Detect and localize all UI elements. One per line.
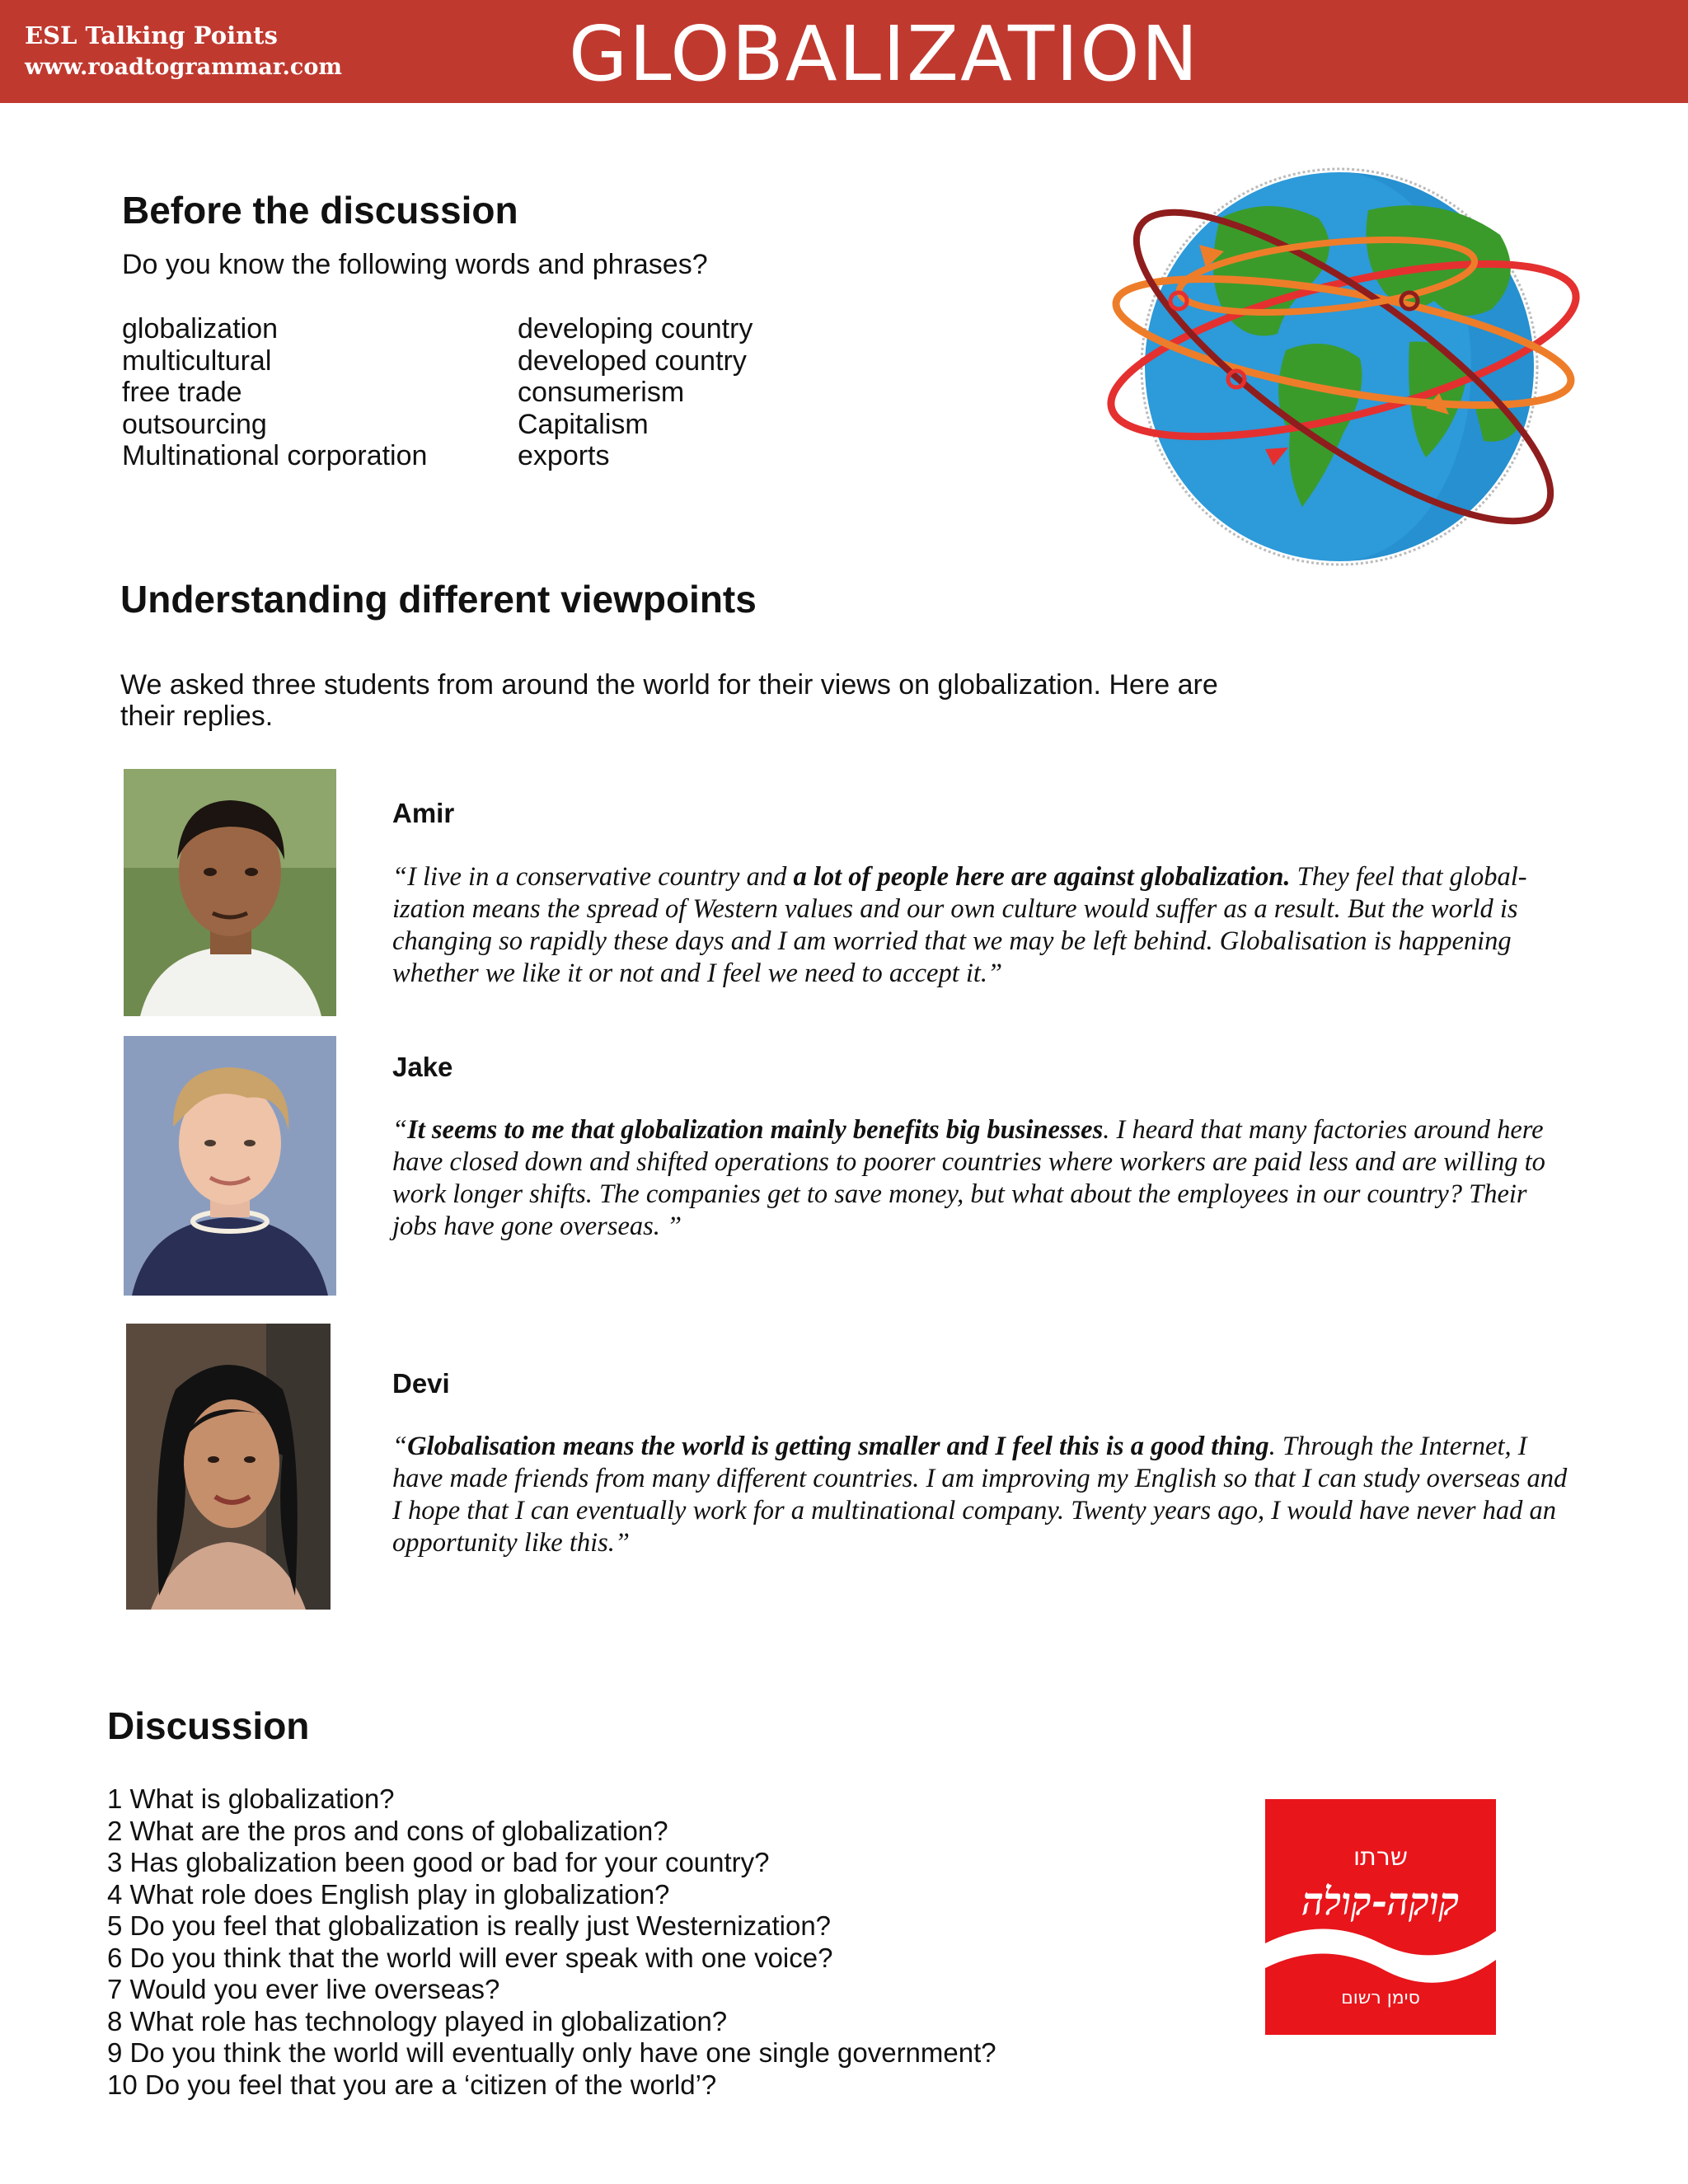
amir-name: Amir [392, 798, 455, 828]
question-item: 6 Do you think that the world will ever speak with one voice? [107, 1942, 833, 1973]
question-item: 10 Do you feel that you are a ‘citizen of the world’? [107, 2069, 717, 2100]
devi-name: Devi [392, 1368, 450, 1399]
question-item: 4 What role does English play in globalization? [107, 1878, 670, 1910]
question-list [107, 1783, 996, 2101]
svg-text:קוקה-קולה: קוקה-קולה [1301, 1879, 1460, 1924]
viewpoints-heading: Understanding different viewpoints [120, 578, 757, 621]
header-banner [0, 0, 1688, 103]
page-title: GLOBALIZATION [569, 10, 1200, 98]
devi-photo [126, 1324, 331, 1610]
question-item: 5 Do you feel that globalization is really just Westernization? [107, 1910, 832, 1941]
devi-portrait-icon [126, 1324, 331, 1610]
jake-quote: “It seems to me that globalization mainly benefits big businesses. I heard that many factories around here have closed down and shifted operations to poorer countries where workers are paid less and are willing to work longer shifts. The companies get to save money, but what about the employees in our country? Their jobs have gone overseas. ” [392, 1115, 1545, 1241]
before-heading: Before the discussion [122, 189, 518, 232]
jake-photo [124, 1036, 336, 1296]
globe-illustration [1080, 161, 1607, 573]
vocab-word: multicultural [122, 344, 272, 377]
svg-text:שרתו: שרתו [1353, 1843, 1409, 1872]
question-item: 1 What is globalization? [107, 1783, 395, 1814]
vocab-word: consumerism [518, 377, 685, 408]
amir-quote: “I live in a conservative country and a lot of people here are against globalization. They feel that global-ization means the spread of Western values and our own culture would suffer as a result. But the world is changing so rapidly these days and I am worried that we may be left behind. Globalisation is happening whether we like it or not and I feel we need to accept it.” [392, 862, 1527, 988]
vocab-word: outsourcing [122, 408, 267, 440]
discussion-heading: Discussion [107, 1704, 310, 1747]
vocab-prompt: Do you know the following words and phrases? [122, 249, 708, 280]
vocab-word: developing country [518, 313, 753, 344]
jake-name: Jake [392, 1052, 453, 1082]
question-item: 2 What are the pros and cons of globalization? [107, 1815, 668, 1846]
vocab-word: free trade [122, 377, 242, 408]
jake-portrait-icon [124, 1036, 336, 1296]
question-item: 9 Do you think the world will eventually only have one single government? [107, 2037, 996, 2068]
vocab-word: exports [518, 440, 610, 471]
vocab-list-right [518, 313, 753, 472]
viewpoints-intro: We asked three students from around the world for their views on globalization. Here are their replies. [120, 669, 1218, 732]
question-item: 8 What role has technology played in globalization? [107, 2005, 728, 2036]
amir-photo [124, 769, 336, 1016]
vocab-word: developed country [518, 344, 747, 377]
question-item: 3 Has globalization been good or bad for your country? [107, 1847, 770, 1877]
coca-cola-logo [1265, 1799, 1496, 2035]
devi-quote: “Globalisation means the world is getting smaller and I feel this is a good thing. Through the Internet, I have made friends from many different countries. I am improving my English so that I can study overseas and I hope that I can eventually work for a multinational company. Twenty years ago, I would have never had an opportunity like this.” [392, 1432, 1568, 1558]
svg-text:סימן רשום: סימן רשום [1341, 1988, 1420, 2008]
vocab-word: Capitalism [518, 408, 649, 440]
vocab-word: globalization [122, 313, 279, 344]
brand-name: ESL Talking Points [25, 21, 278, 49]
brand-url: www.roadtogrammar.com [25, 54, 342, 80]
vocab-list-left [122, 313, 427, 472]
amir-portrait-icon [124, 769, 336, 1016]
vocab-word: Multinational corporation [122, 440, 428, 471]
question-item: 7 Would you ever live overseas? [107, 1974, 500, 2004]
